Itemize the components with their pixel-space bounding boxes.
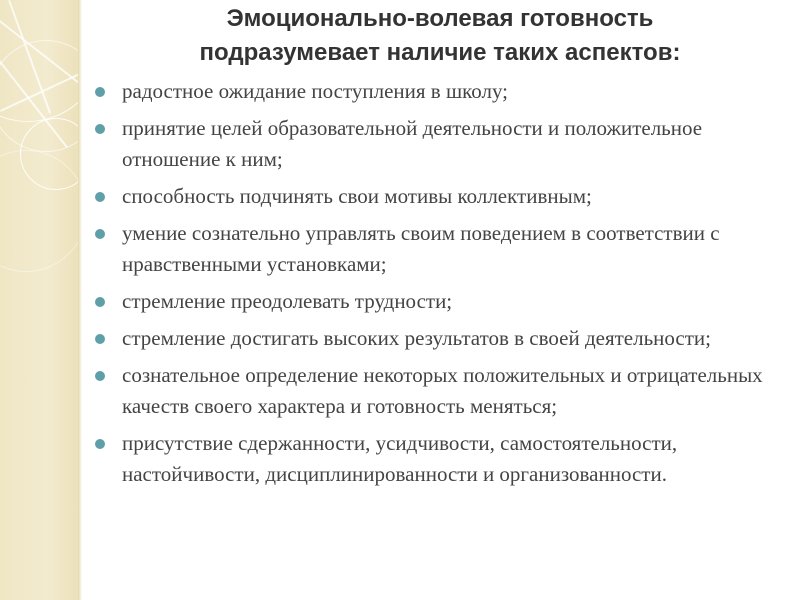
decorative-side-panel xyxy=(0,0,78,600)
list-item-text: сознательное определение некоторых положительных и отрицательных качеств своего характера и готовность меняться; xyxy=(122,363,763,418)
list-item-text: стремление преодолевать трудности; xyxy=(122,289,453,313)
list-item xyxy=(92,76,772,107)
list-item-text: способность подчинять свои мотивы коллективным; xyxy=(122,184,592,208)
slide-title xyxy=(95,2,785,70)
bullet-icon xyxy=(95,371,105,381)
bullet-icon xyxy=(95,124,105,134)
list-item-text: умение сознательно управлять своим поведением в соответствии с нравственными установками; xyxy=(122,221,720,276)
slide-title-line: подразумевает наличие таких аспектов: xyxy=(199,39,681,66)
list-item xyxy=(92,218,772,280)
slide-title-line: Эмоционально-волевая готовность xyxy=(226,5,654,32)
bullet-icon xyxy=(95,439,105,449)
side-panel-edge xyxy=(78,0,82,600)
bullet-icon xyxy=(95,334,105,344)
bullet-icon xyxy=(95,192,105,202)
bullet-icon xyxy=(95,229,105,239)
list-item-text: стремление достигать высоких результатов в своей деятельности; xyxy=(122,326,712,350)
list-item-text: присутствие сдержанности, усидчивости, самостоятельности, настойчивости, дисциплинированности и организованности. xyxy=(122,431,678,486)
list-item xyxy=(92,360,772,422)
list-item xyxy=(92,428,772,490)
list-item xyxy=(92,113,772,175)
list-item xyxy=(92,286,772,317)
bullet-icon xyxy=(95,87,105,97)
list-item-text: принятие целей образовательной деятельности и положительное отношение к ним; xyxy=(122,116,703,171)
decorative-circle xyxy=(0,150,78,272)
list-item xyxy=(92,181,772,212)
list-item xyxy=(92,323,772,354)
bullet-icon xyxy=(95,297,105,307)
list-item-text: радостное ожидание поступления в школу; xyxy=(122,79,509,103)
bullet-list xyxy=(92,76,772,496)
